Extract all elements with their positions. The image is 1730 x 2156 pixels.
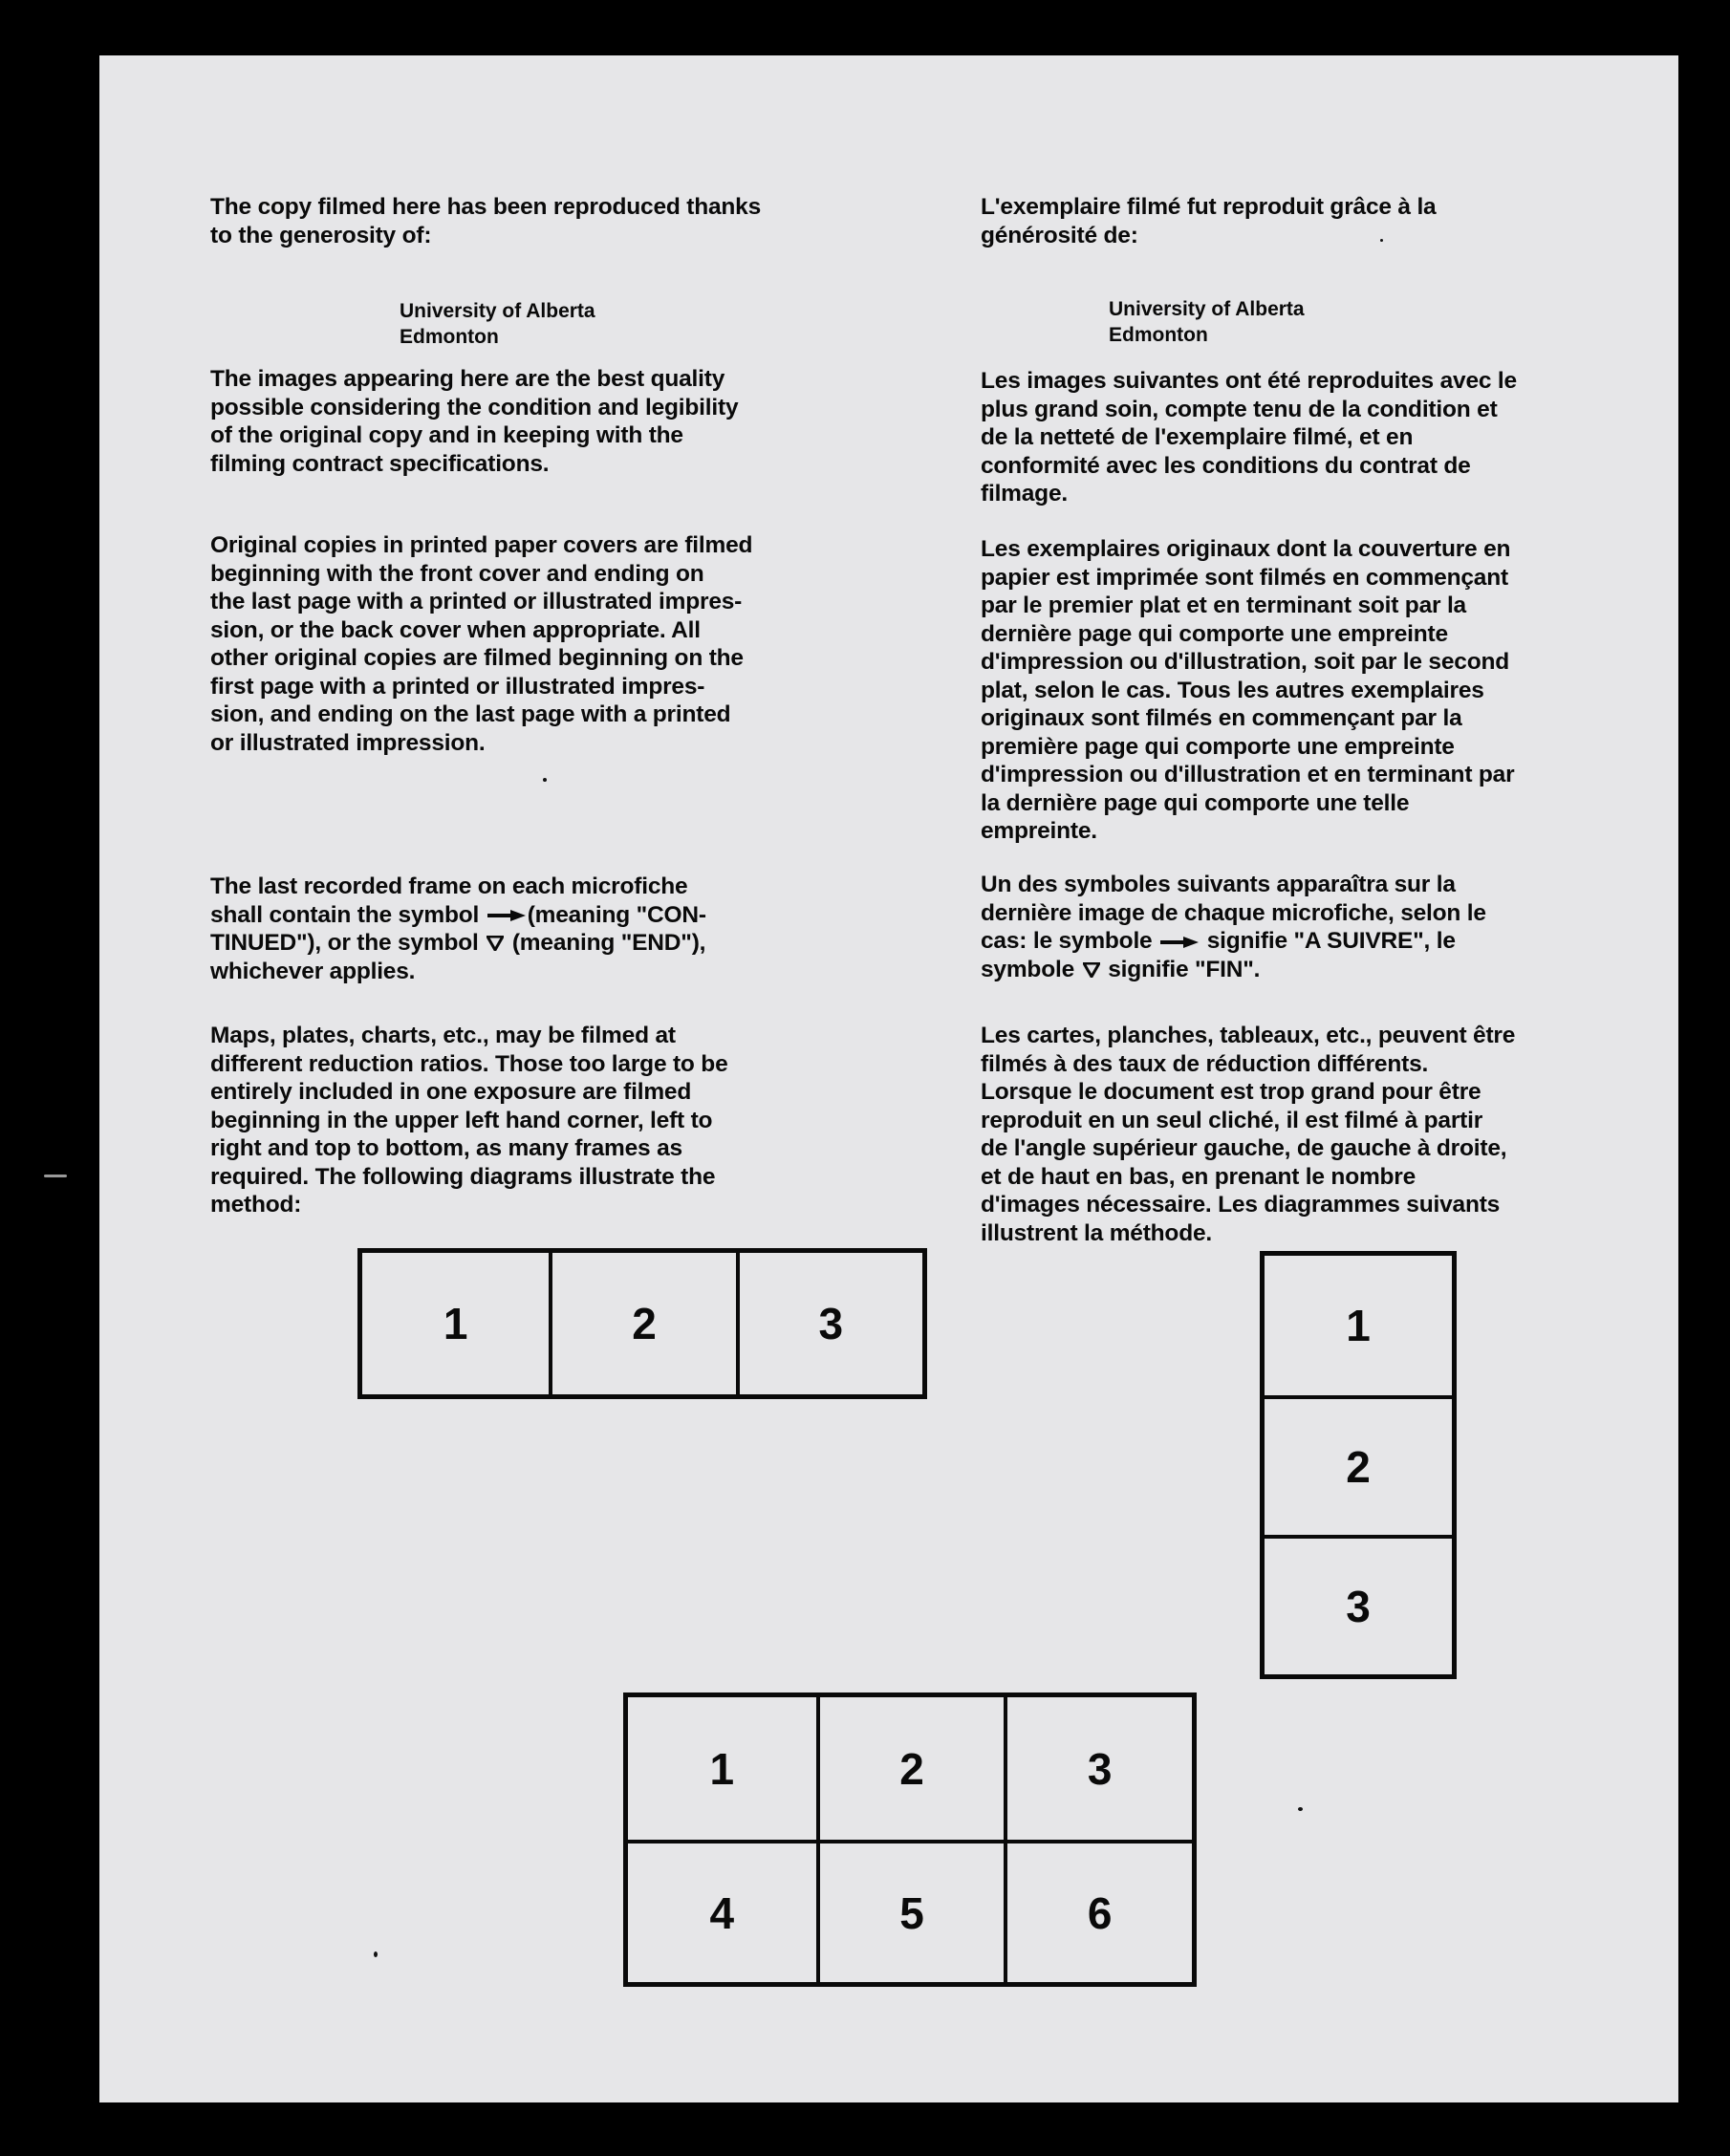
text-line: d'impression ou d'illustration, soit par le second — [981, 649, 1509, 675]
text-line: different reduction ratios. Those too large to be — [210, 1050, 728, 1077]
text-line: right and top to bottom, as many frames as — [210, 1135, 682, 1161]
text-line: d'images nécessaire. Les diagrammes suivants — [981, 1192, 1501, 1218]
text-line: required. The following diagrams illustrate the — [210, 1163, 716, 1190]
text-line: other original copies are filmed beginning on the — [210, 645, 744, 671]
scan-speck — [374, 1951, 378, 1957]
text-line: la dernière page qui comporte une telle — [981, 789, 1410, 816]
text-line: empreinte. — [981, 818, 1097, 844]
text-fragment: symbole — [981, 956, 1074, 982]
text-line: the last page with a printed or illustrated impres- — [210, 589, 743, 614]
en-institution — [400, 298, 595, 350]
frame-cell: 2 — [816, 1697, 1005, 1840]
end-triangle-icon — [487, 936, 504, 951]
institution-city: Edmonton — [400, 326, 499, 348]
arrow-icon — [1160, 937, 1199, 948]
text-line: beginning with the front cover and ending on — [210, 560, 704, 587]
text-line: sion, and ending on the last page with a printed — [210, 701, 731, 727]
text-line: of the original copy and in keeping with the — [210, 422, 683, 448]
text-line: de l'angle supérieur gauche, de gauche à droite, — [981, 1135, 1507, 1161]
text-fragment: signifie "A SUIVRE", le — [1206, 928, 1456, 954]
frame-cell: 6 — [1004, 1840, 1192, 1982]
text-line: première page qui comporte une empreinte — [981, 733, 1455, 760]
text-line: The images appearing here are the best quality — [210, 366, 725, 392]
text-line: beginning in the upper left hand corner, left to — [210, 1107, 713, 1133]
text-line: par le premier plat et en terminant soit par la — [981, 593, 1466, 618]
text-line: Les cartes, planches, tableaux, etc., peuvent être — [981, 1023, 1516, 1048]
text-line: The copy filmed here has been reproduced thanks — [210, 194, 762, 220]
end-triangle-icon — [1083, 962, 1100, 978]
arrow-icon — [487, 910, 526, 921]
text-line: générosité de: — [981, 222, 1138, 248]
text-fragment: shall contain the symbol — [210, 901, 480, 928]
text-line — [210, 901, 706, 930]
text-line — [981, 927, 1486, 956]
frame-cell: 3 — [1004, 1697, 1192, 1840]
text-line: reproduit en un seul cliché, il est filmé à partir — [981, 1107, 1483, 1133]
text-line: filmés à des taux de réduction différents. — [981, 1050, 1429, 1077]
text-line: Maps, plates, charts, etc., may be filmed at — [210, 1023, 676, 1048]
text-line: Lorsque le document est trop grand pour être — [981, 1079, 1481, 1105]
text-line: papier est imprimée sont filmés en commençant — [981, 564, 1508, 591]
text-fragment: cas: le symbole — [981, 928, 1153, 954]
fr-quality-statement — [981, 367, 1517, 508]
frame-cell: 1 — [1346, 1301, 1371, 1350]
frame-cell: 1 — [443, 1299, 468, 1348]
text-line: de la netteté de l'exemplaire filmé, et en — [981, 424, 1414, 450]
institution-name: University of Alberta — [1109, 298, 1305, 320]
text-line: dernière page qui comporte une empreinte — [981, 620, 1448, 647]
institution-name: University of Alberta — [400, 300, 595, 322]
text-line: sion, or the back cover when appropriate. All — [210, 616, 701, 643]
text-line: et de haut en bas, en prenant le nombre — [981, 1163, 1416, 1190]
frame-cell: 4 — [628, 1840, 816, 1982]
en-symbol-explanation — [210, 873, 706, 985]
text-line: dernière image de chaque microfiche, selon le — [981, 899, 1486, 926]
text-line: or illustrated impression. — [210, 729, 486, 756]
diagram-grid-frames — [623, 1692, 1197, 1987]
text-line: possible considering the condition and legibility — [210, 394, 739, 420]
en-quality-statement — [210, 365, 738, 478]
fr-symbol-explanation — [981, 871, 1486, 983]
frame-cell: 3 — [1265, 1535, 1452, 1674]
text-line: d'impression ou d'illustration et en terminant par — [981, 762, 1515, 787]
fr-institution — [1109, 296, 1305, 348]
fr-acknowledgement — [981, 193, 1436, 249]
text-line: plat, selon le cas. Tous les autres exemplaires — [981, 677, 1484, 703]
frame-cell: 5 — [816, 1840, 1005, 1982]
text-line: originaux sont filmés en commençant par la — [981, 705, 1462, 731]
institution-city: Edmonton — [1109, 324, 1208, 346]
frame-cell: 1 — [709, 1743, 735, 1794]
text-line — [981, 956, 1486, 984]
fr-maps-method — [981, 1022, 1515, 1247]
text-fragment: (meaning "END"), — [511, 930, 706, 956]
diagram-horizontal-frames — [357, 1248, 927, 1399]
scan-speck — [1380, 239, 1383, 242]
frame-cell: 2 — [1265, 1395, 1452, 1535]
text-fragment: (meaning "CON- — [527, 901, 706, 928]
microfiche-target-page — [99, 55, 1678, 2102]
text-fragment: signifie "FIN". — [1108, 956, 1261, 982]
text-line: Les images suivantes ont été reproduites avec le — [981, 368, 1517, 394]
frame-cell: 2 — [549, 1253, 735, 1394]
text-line: to the generosity of: — [210, 222, 432, 248]
text-line: L'exemplaire filmé fut reproduit grâce à la — [981, 194, 1437, 220]
text-line: filming contract specifications. — [210, 450, 550, 477]
text-line: Les exemplaires originaux dont la couverture en — [981, 536, 1511, 562]
text-fragment: TINUED"), or the symbol — [210, 930, 479, 956]
text-line: method: — [210, 1192, 302, 1218]
en-maps-method — [210, 1022, 728, 1219]
text-line — [210, 929, 706, 958]
text-line: entirely included in one exposure are filmed — [210, 1079, 692, 1105]
text-line: illustrent la méthode. — [981, 1219, 1212, 1246]
text-line: Original copies in printed paper covers are filmed — [210, 532, 753, 558]
en-acknowledgement — [210, 193, 761, 249]
scan-speck — [1298, 1807, 1303, 1811]
text-line: filmage. — [981, 481, 1068, 507]
scan-mark — [44, 1175, 67, 1177]
diagram-vertical-frames — [1260, 1251, 1457, 1679]
text-line: first page with a printed or illustrated impres- — [210, 673, 705, 700]
scan-speck — [543, 778, 547, 782]
text-line: plus grand soin, compte tenu de la condition et — [981, 396, 1498, 422]
text-line: The last recorded frame on each microfiche — [210, 873, 688, 899]
en-original-copies — [210, 531, 752, 757]
text-line: whichever applies. — [210, 958, 416, 984]
frame-cell: 3 — [736, 1253, 922, 1394]
text-line: conformité avec les conditions du contrat de — [981, 452, 1471, 479]
fr-original-copies — [981, 535, 1514, 846]
text-line: Un des symboles suivants apparaîtra sur la — [981, 872, 1456, 897]
